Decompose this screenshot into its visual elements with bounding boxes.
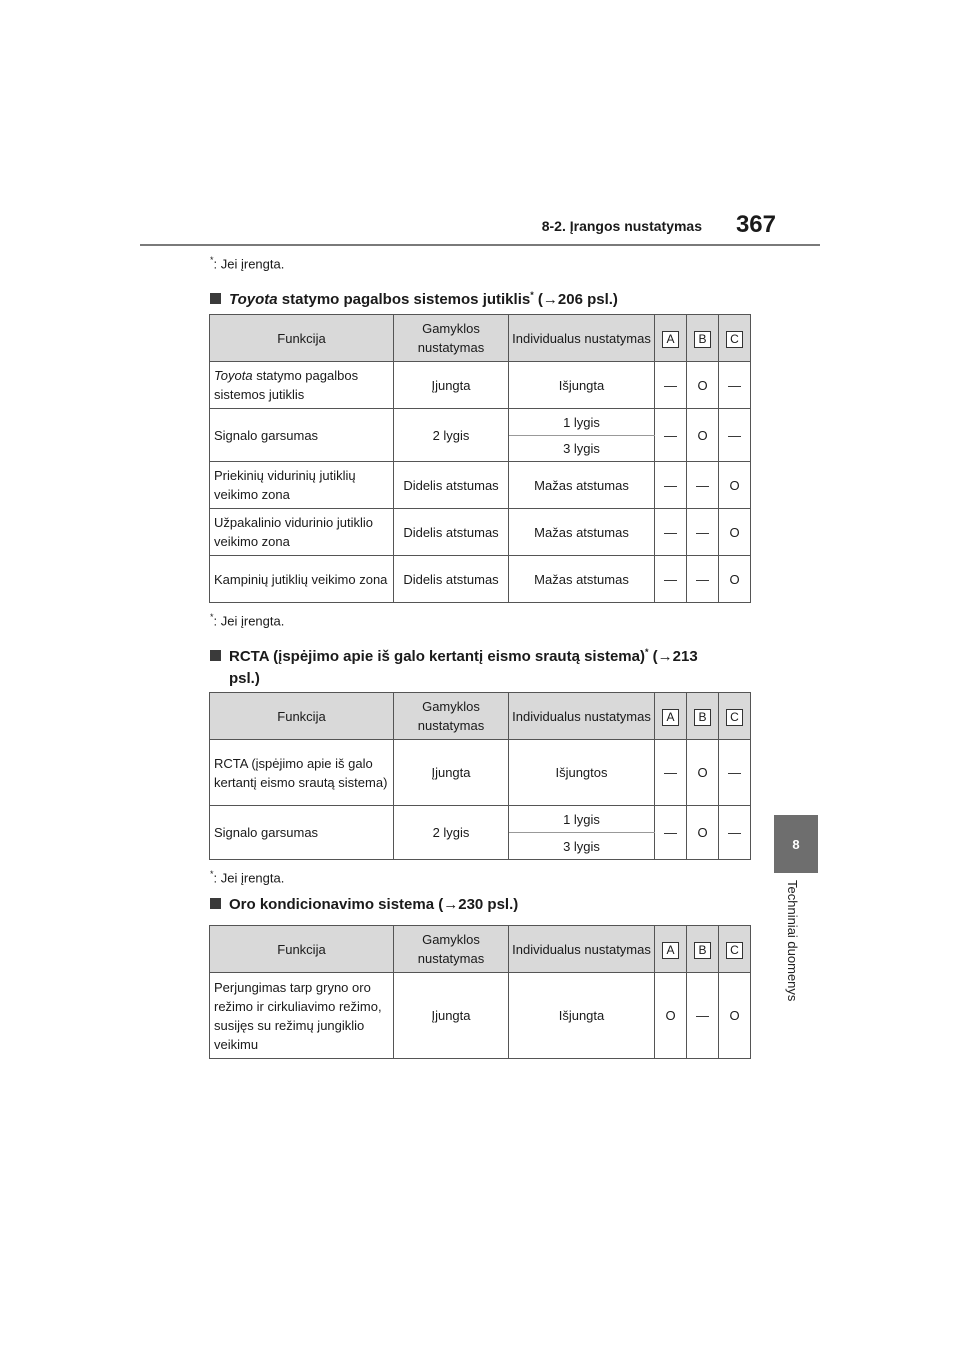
square-bullet-icon — [210, 898, 221, 909]
col-funkcija: Funkcija — [210, 693, 394, 740]
cell-a: — — [655, 556, 687, 603]
settings-table-parking — [209, 314, 751, 603]
cell-c: O — [719, 509, 751, 556]
table-header-row — [210, 315, 751, 362]
cell-default: Įjungta — [394, 740, 509, 806]
cell-custom-1: 1 lygis — [509, 409, 655, 436]
table-row — [210, 740, 751, 806]
box-a: A — [662, 942, 679, 959]
cell-c: — — [719, 409, 751, 462]
cell-a: — — [655, 740, 687, 806]
table-header-row — [210, 693, 751, 740]
section1-title: statymo pagalbos sistemos jutiklis — [281, 291, 531, 308]
col-gamyklos: Gamyklos nustatymas — [394, 693, 509, 740]
page-number: 367 — [735, 211, 776, 238]
box-b: B — [694, 942, 711, 959]
col-individualus: Individualus nustatymas — [509, 315, 655, 362]
cell-b: O — [687, 806, 719, 860]
cell-func — [210, 362, 394, 409]
cell-a: — — [655, 509, 687, 556]
col-b — [687, 926, 719, 973]
func-text: statymo pagalbos sistemos jutiklis — [214, 368, 359, 402]
box-c: C — [726, 331, 743, 348]
section3-heading — [210, 894, 755, 916]
col-c — [719, 693, 751, 740]
cell-b: — — [687, 973, 719, 1059]
cell-func: Signalo garsumas — [210, 806, 394, 860]
cell-func: Užpakalinio vidurinio jutiklio veikimo zona — [210, 509, 394, 556]
page-header — [140, 210, 820, 246]
col-c — [719, 315, 751, 362]
footnote-text: Jei įrengta. — [220, 256, 285, 272]
cell-b: — — [687, 509, 719, 556]
box-c: C — [726, 709, 743, 726]
brand-name: Toyota — [214, 368, 253, 383]
cell-default: 2 lygis — [394, 409, 509, 462]
cell-custom-1: 1 lygis — [509, 806, 655, 833]
col-funkcija: Funkcija — [210, 315, 394, 362]
cell-default: Didelis atstumas — [394, 556, 509, 603]
cell-default: Įjungta — [394, 362, 509, 409]
cell-func: RCTA (įspėjimo apie iš galo kertantį eismo srautą sistema) — [210, 740, 394, 806]
box-a: A — [662, 331, 679, 348]
footnote-text: Jei įrengta. — [220, 870, 285, 886]
header-rule — [140, 244, 820, 246]
cell-func: Kampinių jutiklių veikimo zona — [210, 556, 394, 603]
col-b — [687, 693, 719, 740]
cell-func: Priekinių vidurinių jutiklių veikimo zona — [210, 462, 394, 509]
cell-custom: Išjungtos — [509, 740, 655, 806]
box-a: A — [662, 709, 679, 726]
section2-ref: (→213 — [652, 648, 698, 665]
cell-a: — — [655, 362, 687, 409]
box-b: B — [694, 709, 711, 726]
cell-b: — — [687, 462, 719, 509]
cell-b: O — [687, 409, 719, 462]
box-b: B — [694, 331, 711, 348]
section3-title: Oro kondicionavimo sistema — [229, 896, 435, 913]
footnote-section1: *: Jei įrengta. — [210, 612, 285, 629]
cell-func: Perjungimas tarp gryno oro režimo ir cirkuliavimo režimo, susijęs su režimų jungiklio veikimu — [210, 973, 394, 1059]
table-row — [210, 362, 751, 409]
cell-b: O — [687, 740, 719, 806]
col-individualus: Individualus nustatymas — [509, 926, 655, 973]
col-individualus: Individualus nustatymas — [509, 693, 655, 740]
cell-custom-2: 3 lygis — [509, 436, 655, 462]
brand-name: Toyota — [229, 291, 278, 308]
col-funkcija: Funkcija — [210, 926, 394, 973]
cell-a: — — [655, 806, 687, 860]
footnote-section2: *: Jei įrengta. — [210, 869, 285, 886]
col-b — [687, 315, 719, 362]
square-bullet-icon — [210, 293, 221, 304]
table-row — [210, 409, 751, 436]
cell-a: — — [655, 462, 687, 509]
cell-a: — — [655, 409, 687, 462]
section3-ref: (→230 psl.) — [438, 896, 519, 913]
cell-custom-2: 3 lygis — [509, 833, 655, 860]
col-a — [655, 926, 687, 973]
col-a — [655, 693, 687, 740]
cell-default: 2 lygis — [394, 806, 509, 860]
table-row — [210, 462, 751, 509]
cell-custom: Išjungta — [509, 973, 655, 1059]
table-row — [210, 806, 751, 833]
cell-c: O — [719, 462, 751, 509]
chapter-label: Techniniai duomenys — [785, 880, 800, 1002]
settings-table-rcta — [209, 692, 751, 860]
cell-default: Įjungta — [394, 973, 509, 1059]
cell-c: O — [719, 556, 751, 603]
cell-c: — — [719, 806, 751, 860]
cell-custom: Išjungta — [509, 362, 655, 409]
table-row — [210, 556, 751, 603]
section-title: 8-2. Įrangos nustatymas — [541, 218, 702, 234]
footnote-top: *: Jei įrengta. — [210, 255, 285, 272]
cell-custom: Mažas atstumas — [509, 509, 655, 556]
cell-c: — — [719, 740, 751, 806]
cell-b: O — [687, 362, 719, 409]
col-c — [719, 926, 751, 973]
col-gamyklos: Gamyklos nustatymas — [394, 315, 509, 362]
cell-c: O — [719, 973, 751, 1059]
col-a — [655, 315, 687, 362]
footnote-text: Jei įrengta. — [220, 613, 285, 629]
table-header-row — [210, 926, 751, 973]
section2-title: RCTA (įspėjimo apie iš galo kertantį eismo srautą sistema) — [229, 648, 645, 665]
section2-heading: RCTA (įspėjimo apie iš galo kertantį eismo srautą sistema)* (→213 psl.) — [210, 641, 755, 690]
section2-title-cont: psl.) — [229, 670, 260, 687]
box-c: C — [726, 942, 743, 959]
table-row — [210, 509, 751, 556]
cell-a: O — [655, 973, 687, 1059]
settings-table-aircon — [209, 925, 751, 1059]
table-row — [210, 973, 751, 1059]
cell-func: Signalo garsumas — [210, 409, 394, 462]
col-gamyklos: Gamyklos nustatymas — [394, 926, 509, 973]
cell-c: — — [719, 362, 751, 409]
chapter-tab: 8 — [774, 815, 818, 873]
cell-custom: Mažas atstumas — [509, 462, 655, 509]
section1-ref: (→206 psl.) — [537, 291, 618, 308]
cell-b: — — [687, 556, 719, 603]
square-bullet-icon — [210, 650, 221, 661]
section1-heading: Toyota statymo pagalbos sistemos jutiklis* (→206 psl.) — [210, 284, 755, 311]
cell-custom: Mažas atstumas — [509, 556, 655, 603]
cell-default: Didelis atstumas — [394, 509, 509, 556]
cell-default: Didelis atstumas — [394, 462, 509, 509]
